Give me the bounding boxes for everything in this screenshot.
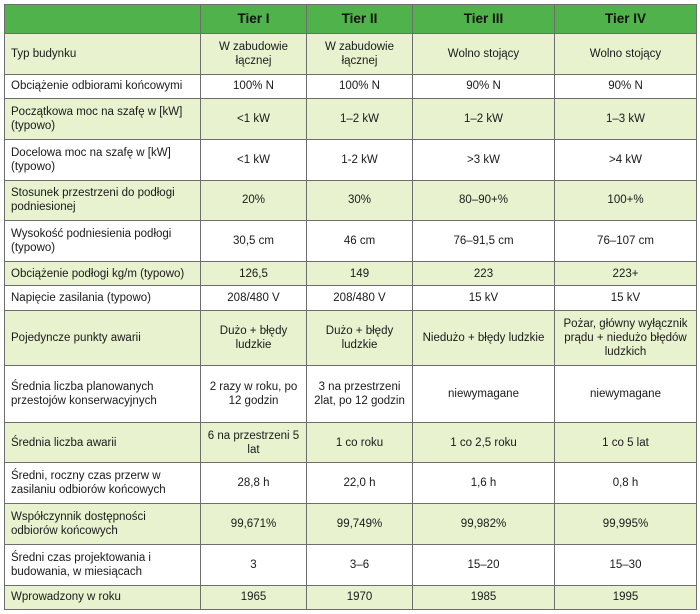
tier-1-value: <1 kW xyxy=(201,139,307,180)
row-label: Początkowa moc na szafę w [kW] (typowo) xyxy=(5,99,201,140)
table-row xyxy=(5,74,697,98)
row-label: Napięcie zasilania (typowo) xyxy=(5,286,201,310)
tier-2-value: 100% N xyxy=(307,74,413,98)
header-corner-cell xyxy=(5,5,201,34)
table-row xyxy=(5,585,697,609)
tier-3-value: 1–2 kW xyxy=(413,99,555,140)
tier-2-value: 1-2 kW xyxy=(307,139,413,180)
table-row xyxy=(5,180,697,221)
header-tier-4: Tier IV xyxy=(555,5,697,34)
row-label: Docelowa moc na szafę w [kW] (typowo) xyxy=(5,139,201,180)
table-row xyxy=(5,99,697,140)
tier-1-value: 6 na przestrzeni 5 lat xyxy=(201,422,307,463)
tier-2-value: Dużo + błędy ludzkie xyxy=(307,310,413,365)
tier-4-value: 1–3 kW xyxy=(555,99,697,140)
tier-1-value: 126,5 xyxy=(201,261,307,285)
tier-4-value: 0,8 h xyxy=(555,463,697,504)
tier-3-value: 15–20 xyxy=(413,544,555,585)
tier-1-value: 99,671% xyxy=(201,504,307,545)
tier-1-value: 30,5 cm xyxy=(201,221,307,262)
tier-3-value: 80–90+% xyxy=(413,180,555,221)
row-label: Typ budynku xyxy=(5,34,201,75)
tier-4-value: 1 co 5 lat xyxy=(555,422,697,463)
row-label: Pojedyncze punkty awarii xyxy=(5,310,201,365)
tier-1-value: 2 razy w roku, po 12 godzin xyxy=(201,365,307,422)
tier-2-value: 46 cm xyxy=(307,221,413,262)
tier-2-value: 30% xyxy=(307,180,413,221)
tier-3-value: 90% N xyxy=(413,74,555,98)
tier-3-value: Niedużo + błędy ludzkie xyxy=(413,310,555,365)
tier-4-value: Wolno stojący xyxy=(555,34,697,75)
tier-3-value: 1985 xyxy=(413,585,555,609)
tier-1-value: W zabudowie łącznej xyxy=(201,34,307,75)
tier-1-value: 20% xyxy=(201,180,307,221)
tier-4-value: 76–107 cm xyxy=(555,221,697,262)
tier-1-value: 100% N xyxy=(201,74,307,98)
row-label: Współczynnik dostępności odbiorów końcowych xyxy=(5,504,201,545)
tier-3-value: 99,982% xyxy=(413,504,555,545)
tier-4-value: 15–30 xyxy=(555,544,697,585)
tier-2-value: 3–6 xyxy=(307,544,413,585)
tier-3-value: 223 xyxy=(413,261,555,285)
row-label: Wysokość podniesienia podłogi (typowo) xyxy=(5,221,201,262)
tier-2-value: 1970 xyxy=(307,585,413,609)
tier-1-value: 1965 xyxy=(201,585,307,609)
table-row xyxy=(5,544,697,585)
row-label: Wprowadzony w roku xyxy=(5,585,201,609)
tier-2-value: 149 xyxy=(307,261,413,285)
tier-4-value: 1995 xyxy=(555,585,697,609)
tier-4-value: 15 kV xyxy=(555,286,697,310)
row-label: Średni czas projektowania i budowania, w miesiącach xyxy=(5,544,201,585)
row-label: Średnia liczba planowanych przestojów konserwacyjnych xyxy=(5,365,201,422)
table-row xyxy=(5,365,697,422)
header-tier-3: Tier III xyxy=(413,5,555,34)
tier-1-value: 3 xyxy=(201,544,307,585)
table-row xyxy=(5,221,697,262)
tier-4-value: 99,995% xyxy=(555,504,697,545)
table-body xyxy=(5,34,697,610)
row-label: Obciążenie odbiorami końcowymi xyxy=(5,74,201,98)
table-row xyxy=(5,34,697,75)
tier-2-value: 3 na przestrzeni 2lat, po 12 godzin xyxy=(307,365,413,422)
row-label: Średni, roczny czas przerw w zasilaniu odbiorów końcowych xyxy=(5,463,201,504)
table-row xyxy=(5,463,697,504)
tier-2-value: 208/480 V xyxy=(307,286,413,310)
tier-1-value: <1 kW xyxy=(201,99,307,140)
tier-2-value: 22,0 h xyxy=(307,463,413,504)
tier-3-value: niewymagane xyxy=(413,365,555,422)
tier-1-value: 208/480 V xyxy=(201,286,307,310)
tier-2-value: 1–2 kW xyxy=(307,99,413,140)
table-header xyxy=(5,5,697,34)
row-label: Stosunek przestrzeni do podłogi podniesionej xyxy=(5,180,201,221)
tier-3-value: Wolno stojący xyxy=(413,34,555,75)
header-tier-1: Tier I xyxy=(201,5,307,34)
tier-4-value: 90% N xyxy=(555,74,697,98)
table-row xyxy=(5,310,697,365)
table-row xyxy=(5,139,697,180)
row-label: Średnia liczba awarii xyxy=(5,422,201,463)
tier-2-value: 99,749% xyxy=(307,504,413,545)
header-row xyxy=(5,5,697,34)
tier-comparison-table xyxy=(4,4,697,610)
tier-3-value: >3 kW xyxy=(413,139,555,180)
tier-4-value: >4 kW xyxy=(555,139,697,180)
header-tier-2: Tier II xyxy=(307,5,413,34)
tier-1-value: Dużo + błędy ludzkie xyxy=(201,310,307,365)
tier-3-value: 76–91,5 cm xyxy=(413,221,555,262)
tier-2-value: 1 co roku xyxy=(307,422,413,463)
tier-4-value: Pożar, główny wyłącznik prądu + niedużo błędów ludzkich xyxy=(555,310,697,365)
table-row xyxy=(5,261,697,285)
tier-3-value: 1,6 h xyxy=(413,463,555,504)
tier-4-value: 223+ xyxy=(555,261,697,285)
tier-1-value: 28,8 h xyxy=(201,463,307,504)
tier-4-value: niewymagane xyxy=(555,365,697,422)
row-label: Obciążenie podłogi kg/m (typowo) xyxy=(5,261,201,285)
tier-3-value: 15 kV xyxy=(413,286,555,310)
tier-4-value: 100+% xyxy=(555,180,697,221)
tier-3-value: 1 co 2,5 roku xyxy=(413,422,555,463)
table-row xyxy=(5,422,697,463)
table-row xyxy=(5,286,697,310)
table-row xyxy=(5,504,697,545)
tier-2-value: W zabudowie łącznej xyxy=(307,34,413,75)
